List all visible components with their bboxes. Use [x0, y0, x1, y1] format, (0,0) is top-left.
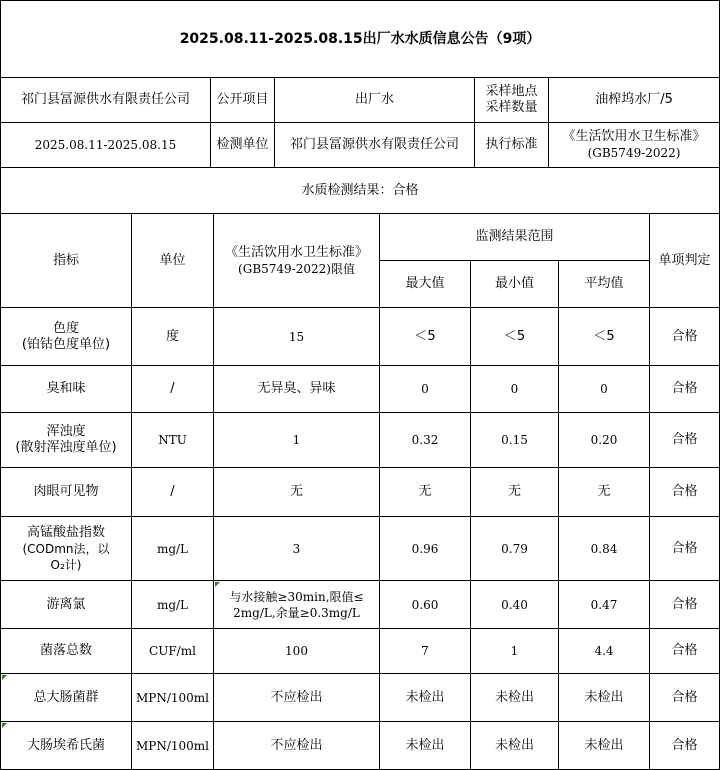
limit-line-1: 与水接触≥30min,限值≤	[229, 589, 364, 604]
min-cell: 0.79	[471, 517, 559, 581]
indicator-name: 游离氯	[1, 581, 132, 629]
limit-cell: 无异臭、异味	[214, 366, 380, 413]
limit-cell: 100	[214, 629, 380, 674]
avg-cell: ＜5	[559, 308, 650, 366]
avg-cell: 4.4	[559, 629, 650, 674]
disclosure-label: 公开项目	[211, 78, 275, 123]
min-cell: 无	[471, 468, 559, 517]
unit-cell: /	[132, 366, 214, 413]
max-cell: 无	[380, 468, 471, 517]
header-limit	[214, 214, 380, 308]
indicator-note: (散射浑浊度单位)	[15, 440, 117, 455]
min-cell: 1	[471, 629, 559, 674]
header-info-table	[0, 0, 720, 214]
max-cell: 0.60	[380, 581, 471, 629]
max-cell: 0	[380, 366, 471, 413]
unit-cell: CUF/ml	[132, 629, 214, 674]
limit-cell: 3	[214, 517, 380, 581]
table-row	[1, 366, 720, 413]
avg-cell: 0	[559, 366, 650, 413]
max-cell: 未检出	[380, 722, 471, 770]
min-cell: 未检出	[471, 722, 559, 770]
testing-unit-value: 祁门县冨源供水有限责任公司	[275, 123, 475, 168]
min-cell: 0.15	[471, 413, 559, 468]
avg-cell: 无	[559, 468, 650, 517]
min-cell: 未检出	[471, 674, 559, 722]
standard-value	[549, 123, 720, 168]
page-title: 2025.08.11-2025.08.15出厂水水质信息公告（9项）	[1, 1, 720, 78]
indicator-name: 臭和味	[1, 366, 132, 413]
sampling-label	[475, 78, 549, 123]
unit-cell: 度	[132, 308, 214, 366]
limit-cell: 无	[214, 468, 380, 517]
avg-cell: 未检出	[559, 722, 650, 770]
judgement-cell: 合格	[650, 308, 720, 366]
indicator-name: 色度	[52, 320, 79, 336]
judgement-cell: 合格	[650, 468, 720, 517]
header-limit-standard: 《生活饮用水卫生标准》	[224, 244, 368, 260]
unit-cell: MPN/100ml	[132, 674, 214, 722]
results-table	[0, 213, 720, 770]
judgement-cell: 合格	[650, 366, 720, 413]
testing-unit-label: 检测单位	[211, 123, 275, 168]
indicator-name: 肉眼可见物	[1, 468, 132, 517]
table-row	[1, 674, 720, 722]
limit-cell: 不应检出	[214, 722, 380, 770]
judgement-cell: 合格	[650, 517, 720, 581]
limit-cell: 15	[214, 308, 380, 366]
header-limit-code: (GB5749-2022)限值	[238, 261, 355, 276]
header-judgement: 单项判定	[650, 214, 720, 308]
report-period: 2025.08.11-2025.08.15	[1, 123, 211, 168]
table-row	[1, 517, 720, 581]
standard-label: 执行标准	[475, 123, 549, 168]
limit-line-2: 2mg/L,余量≥0.3mg/L	[233, 605, 360, 620]
min-cell: 0	[471, 366, 559, 413]
limit-cell	[214, 581, 380, 629]
max-cell: 未检出	[380, 674, 471, 722]
min-cell: 0.40	[471, 581, 559, 629]
sampling-location-label: 采样地点	[485, 84, 538, 99]
sampling-count-label: 采样数量	[485, 100, 538, 115]
unit-cell: NTU	[132, 413, 214, 468]
header-max: 最大值	[380, 261, 471, 308]
indicator-name: 菌落总数	[1, 629, 132, 674]
indicator-name: 总大肠菌群	[1, 674, 132, 722]
table-row	[1, 413, 720, 468]
indicator-note: (铂钴色度单位)	[21, 336, 111, 352]
header-indicator: 指标	[1, 214, 132, 308]
judgement-cell: 合格	[650, 581, 720, 629]
table-row	[1, 722, 720, 770]
table-row	[1, 629, 720, 674]
avg-cell: 0.47	[559, 581, 650, 629]
max-cell: ＜5	[380, 308, 471, 366]
header-min: 最小值	[471, 261, 559, 308]
indicator-note: (CODmn法，以	[22, 541, 110, 556]
judgement-cell: 合格	[650, 629, 720, 674]
table-row	[1, 581, 720, 629]
header-avg: 平均值	[559, 261, 650, 308]
limit-cell: 1	[214, 413, 380, 468]
table-row	[1, 468, 720, 517]
limit-cell: 不应检出	[214, 674, 380, 722]
min-cell: ＜5	[471, 308, 559, 366]
unit-cell: mg/L	[132, 581, 214, 629]
judgement-cell: 合格	[650, 674, 720, 722]
max-cell: 7	[380, 629, 471, 674]
indicator-name: 大肠埃希氏菌	[1, 722, 132, 770]
unit-cell: mg/L	[132, 517, 214, 581]
result-summary: 水质检测结果：合格	[1, 168, 720, 214]
disclosure-value: 出厂水	[275, 78, 475, 123]
header-range: 监测结果范围	[380, 214, 650, 261]
unit-cell: MPN/100ml	[132, 722, 214, 770]
sampling-value: 油榨坞水厂/5	[549, 78, 720, 123]
standard-code: (GB5749-2022)	[587, 146, 681, 160]
max-cell: 0.32	[380, 413, 471, 468]
indicator-name: 高锰酸盐指数	[26, 524, 105, 540]
indicator-name: 浑浊度	[46, 424, 86, 439]
avg-cell: 0.84	[559, 517, 650, 581]
avg-cell: 0.20	[559, 413, 650, 468]
judgement-cell: 合格	[650, 413, 720, 468]
standard-name: 《生活饮用水卫生标准》	[562, 129, 706, 144]
max-cell: 0.96	[380, 517, 471, 581]
avg-cell: 未检出	[559, 674, 650, 722]
header-unit: 单位	[132, 214, 214, 308]
company-name: 祁门县冨源供水有限责任公司	[1, 78, 211, 123]
unit-cell: /	[132, 468, 214, 517]
indicator-note-2: O₂计)	[50, 557, 82, 572]
table-row	[1, 308, 720, 366]
judgement-cell: 合格	[650, 722, 720, 770]
